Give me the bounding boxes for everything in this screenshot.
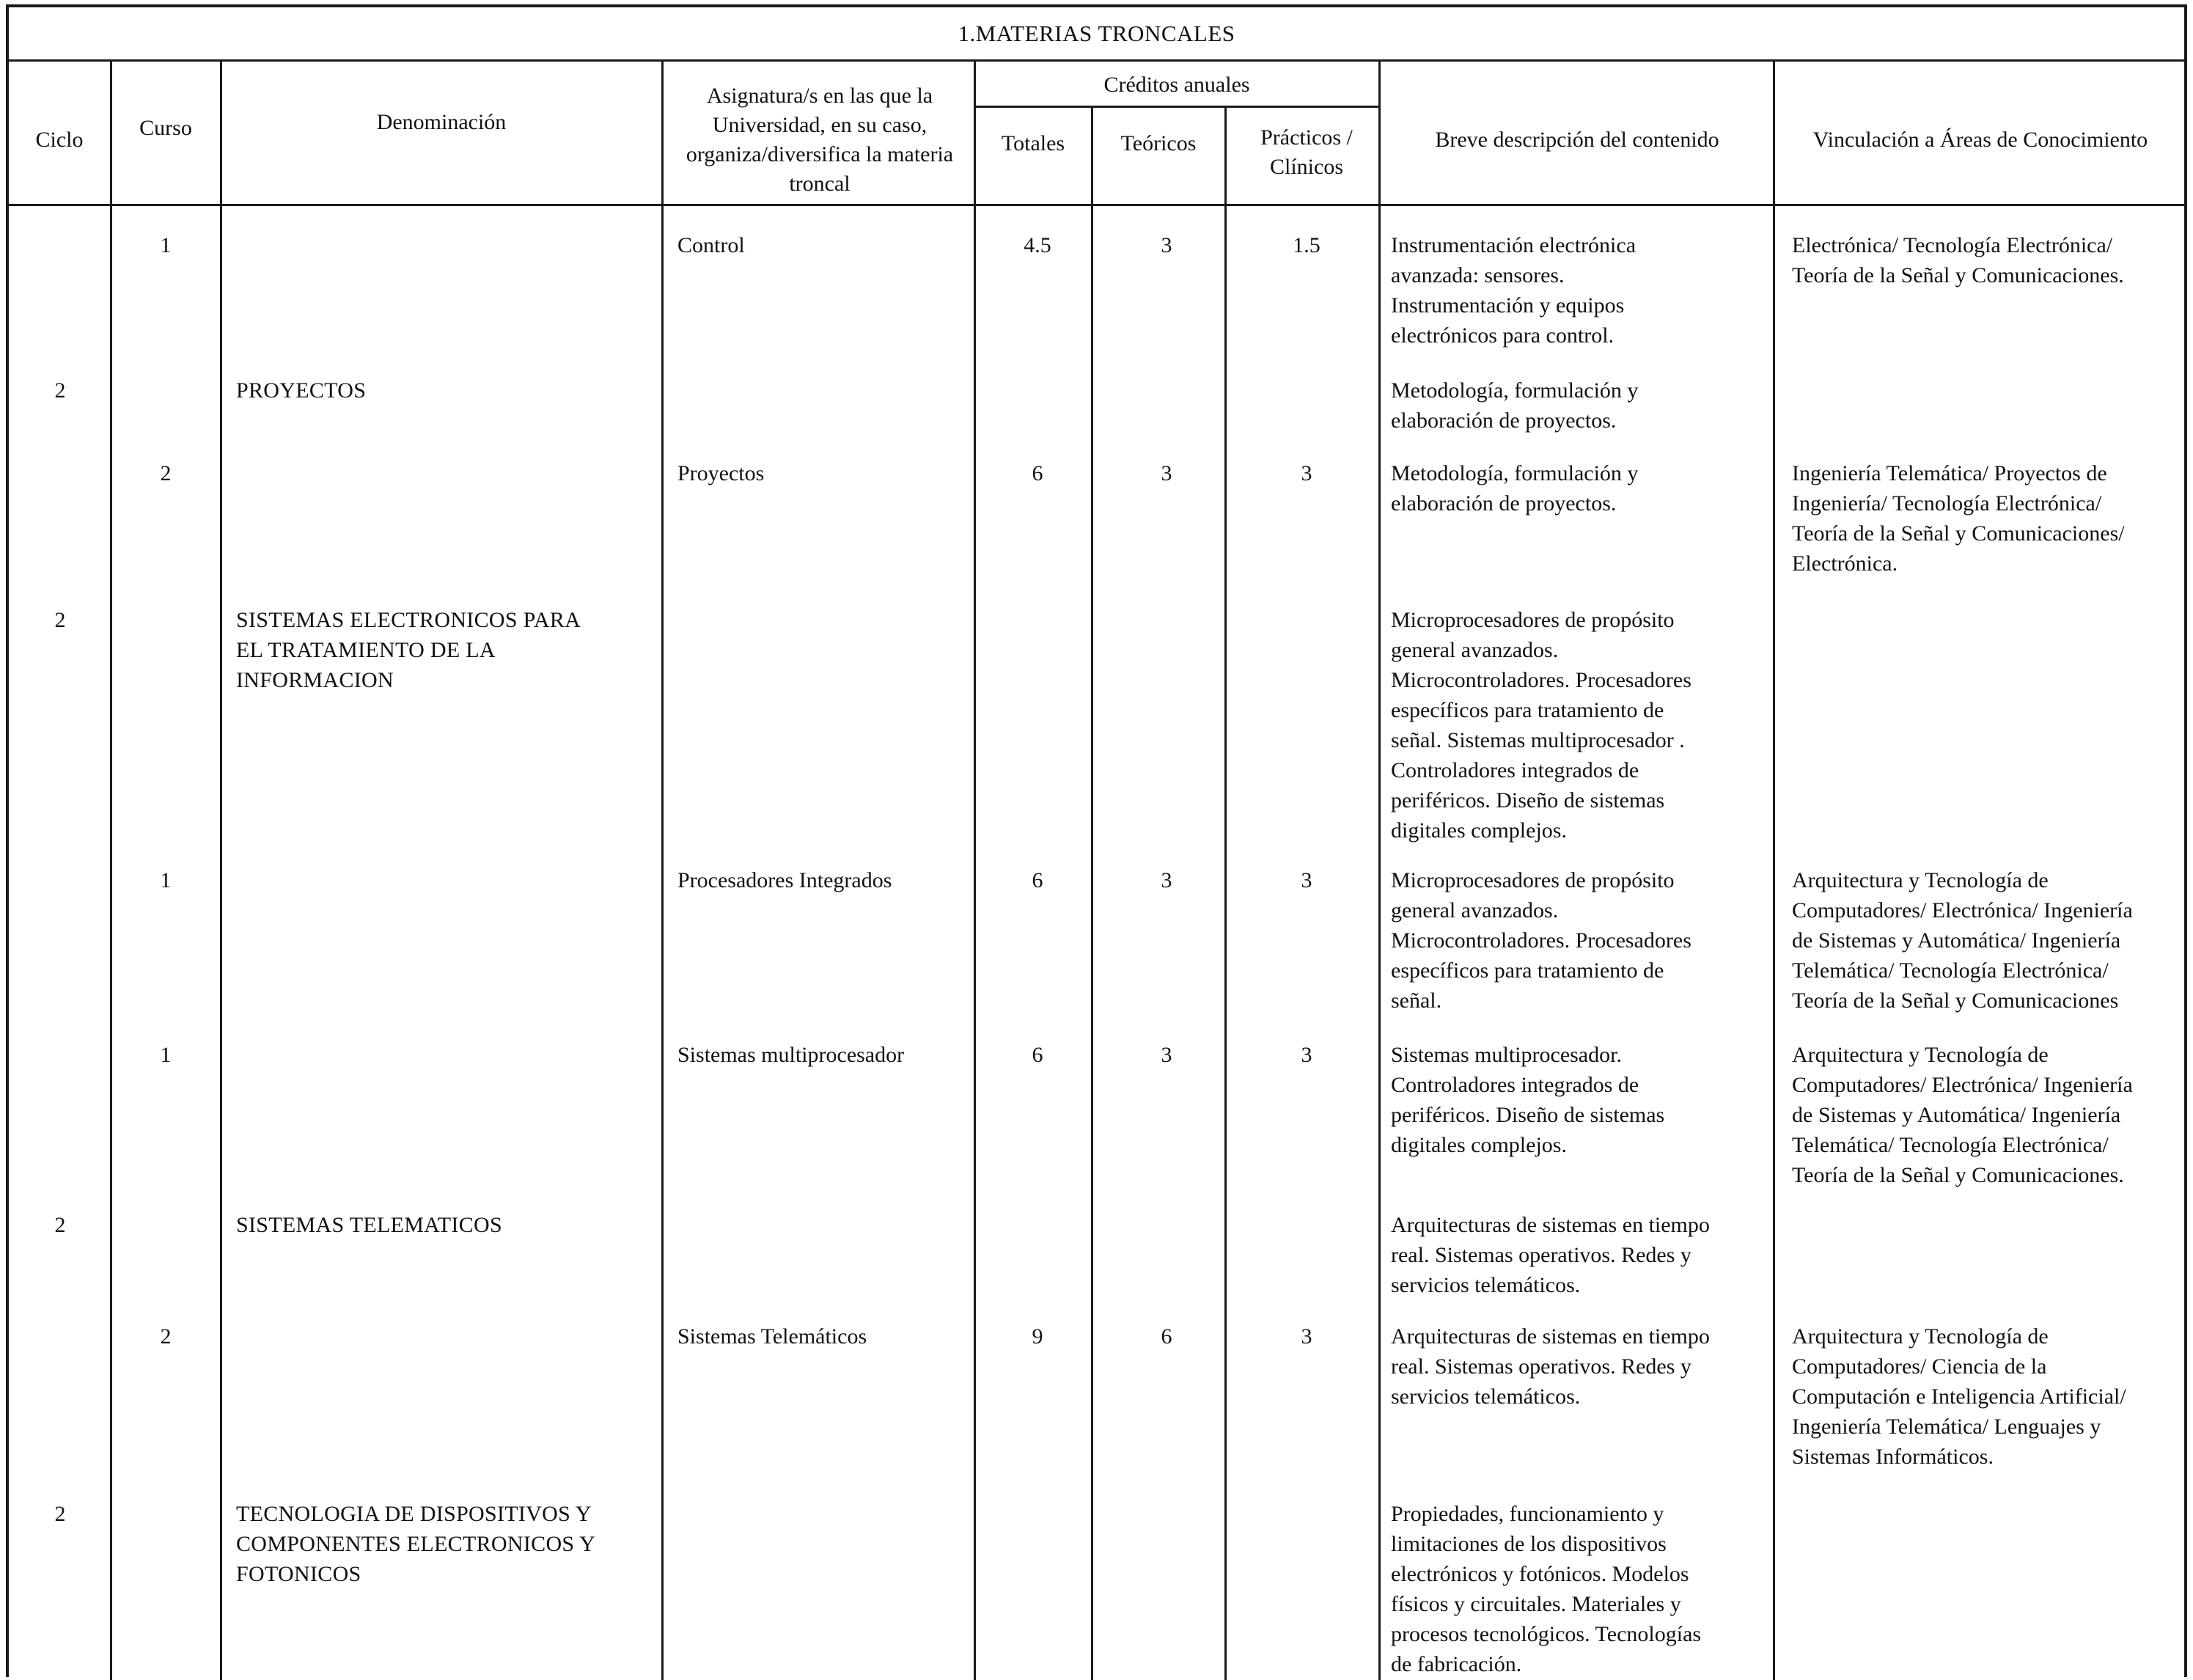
- cell-practicos: 3: [1301, 868, 1312, 892]
- header-asignatura: Asignatura/s en las que la Universidad, en su caso, organiza/diversifica la materia troncal: [686, 84, 954, 196]
- creditos-subheader-rule: [974, 106, 1381, 108]
- cell-curso: 1: [160, 233, 172, 257]
- cell-descripcion: Metodología, formulación y elaboración de proyectos.: [1391, 378, 1639, 433]
- cell-ciclo: 2: [54, 608, 66, 632]
- header-ciclo: Ciclo: [35, 128, 84, 152]
- header-curso: Curso: [139, 116, 192, 140]
- cell-vinculacion: Ingeniería Telemática/ Proyectos de Ingeniería/ Tecnología Electrónica/ Teoría de la Señal y Comunicaciones/ Electrónica.: [1792, 461, 2125, 576]
- cell-descripcion: Arquitecturas de sistemas en tiempo real. Sistemas operativos. Redes y servicios telemáticos.: [1391, 1324, 1710, 1409]
- cell-ciclo: 2: [54, 378, 66, 403]
- cell-descripcion: Metodología, formulación y elaboración de proyectos.: [1391, 461, 1639, 516]
- col-divider-desc: [1773, 62, 1775, 1680]
- col-divider-denom: [661, 62, 664, 1680]
- cell-denominacion: SISTEMAS TELEMATICOS: [236, 1213, 502, 1237]
- table-title: 1.MATERIAS TRONCALES: [9, 7, 2184, 62]
- cell-denominacion: PROYECTOS: [236, 378, 367, 403]
- cell-teoricos: 3: [1161, 233, 1172, 257]
- cell-asignatura: Control: [677, 233, 745, 257]
- header-vinculacion: Vinculación a Áreas de Conocimiento: [1812, 128, 2148, 152]
- cell-curso: 1: [160, 1043, 172, 1067]
- cell-teoricos: 6: [1161, 1324, 1172, 1349]
- cell-curso: 1: [160, 868, 172, 892]
- header-denominacion: Denominación: [376, 110, 507, 134]
- cell-practicos: 3: [1301, 1043, 1312, 1067]
- cell-totales: 6: [1032, 868, 1043, 892]
- cell-totales: 4.5: [1024, 233, 1051, 257]
- cell-vinculacion: Arquitectura y Tecnología de Computadores/ Electrónica/ Ingeniería de Sistemas y Automática/ Ingeniería Telemática/ Tecnología Electrónica/ Teoría de la Señal y Comunicaciones.: [1792, 1043, 2133, 1187]
- cell-curso: 2: [160, 1324, 172, 1349]
- cell-vinculacion: Arquitectura y Tecnología de Computadores/ Electrónica/ Ingeniería de Sistemas y Automática/ Ingeniería Telemática/ Tecnología Electrónica/ Teoría de la Señal y Comunicaciones: [1792, 868, 2133, 1013]
- cell-vinculacion: Electrónica/ Tecnología Electrónica/ Teoría de la Señal y Comunicaciones.: [1792, 233, 2124, 287]
- cell-teoricos: 3: [1161, 461, 1172, 485]
- header-descripcion: Breve descripción del contenido: [1435, 128, 1719, 152]
- cell-practicos: 3: [1301, 461, 1312, 485]
- cell-descripcion: Instrumentación electrónica avanzada: sensores. Instrumentación y equipos electrónicos para control.: [1391, 233, 1637, 348]
- cell-asignatura: Sistemas Telemáticos: [677, 1324, 867, 1349]
- cell-vinculacion: Arquitectura y Tecnología de Computadores/ Ciencia de la Computación e Inteligencia Artificial/ Ingeniería Telemática/ Lenguajes y Sistemas Informáticos.: [1792, 1324, 2126, 1469]
- header-totales: Totales: [1001, 131, 1065, 155]
- header-creditos: Créditos anuales: [1103, 73, 1250, 97]
- cell-ciclo: 2: [54, 1213, 66, 1237]
- header-bottom-rule: [9, 204, 2184, 206]
- cell-totales: 6: [1032, 1043, 1043, 1067]
- col-divider-curso: [220, 62, 222, 1680]
- header-teoricos: Teóricos: [1120, 131, 1197, 155]
- cell-descripcion: Microprocesadores de propósito general avanzados. Microcontroladores. Procesadores específicos para tratamiento de señal.: [1391, 868, 1691, 1013]
- cell-descripcion: Propiedades, funcionamiento y limitaciones de los dispositivos electrónicos y fotónicos. Modelos físicos y circuitales. Materiales y procesos tecnológicos. Tecnologías de fabricación.: [1391, 1502, 1702, 1676]
- cell-teoricos: 3: [1161, 1043, 1172, 1067]
- cell-practicos: 1.5: [1293, 233, 1320, 257]
- cell-descripcion: Microprocesadores de propósito general avanzados. Microcontroladores. Procesadores específicos para tratamiento de señal. Sistemas multiprocesador . Controladores integrados de periféricos. Diseño de sistemas digitales complejos.: [1391, 608, 1691, 843]
- cell-teoricos: 3: [1161, 868, 1172, 892]
- cell-asignatura: Procesadores Integrados: [677, 868, 892, 892]
- cell-totales: 6: [1032, 461, 1043, 485]
- cell-ciclo: 2: [54, 1502, 66, 1526]
- cell-descripcion: Sistemas multiprocesador. Controladores integrados de periféricos. Diseño de sistemas digitales complejos.: [1391, 1043, 1665, 1157]
- cell-descripcion: Arquitecturas de sistemas en tiempo real. Sistemas operativos. Redes y servicios telemáticos.: [1391, 1213, 1710, 1297]
- cell-practicos: 3: [1301, 1324, 1312, 1349]
- cell-asignatura: Proyectos: [677, 461, 765, 485]
- cell-denominacion: SISTEMAS ELECTRONICOS PARA EL TRATAMIENTO DE LA INFORMACION: [236, 608, 581, 692]
- cell-totales: 9: [1032, 1324, 1043, 1349]
- cell-denominacion: TECNOLOGIA DE DISPOSITIVOS Y COMPONENTES ELECTRONICOS Y FOTONICOS: [236, 1502, 596, 1586]
- cell-asignatura: Sistemas multiprocesador: [677, 1043, 905, 1067]
- cell-curso: 2: [160, 461, 172, 485]
- troncales-table: [6, 4, 2187, 1677]
- header-practicos: Prácticos / Clínicos: [1260, 125, 1353, 179]
